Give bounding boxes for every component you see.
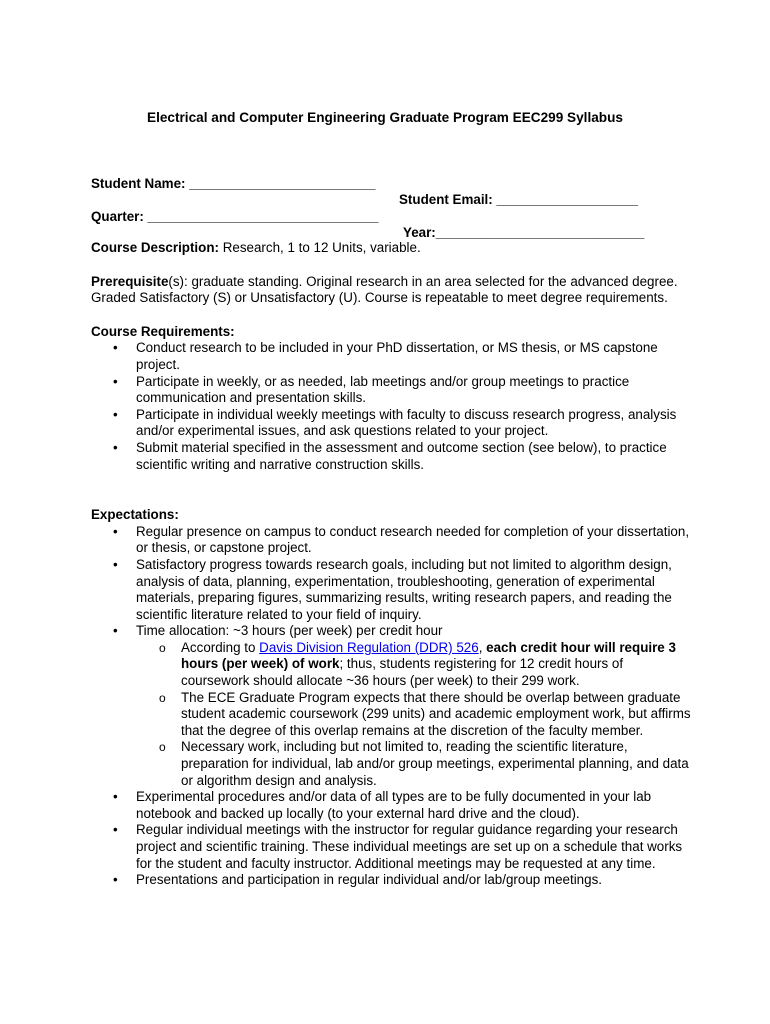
- student-email-field[interactable]: Student Email: ___________________: [399, 192, 638, 208]
- document-title: Electrical and Computer Engineering Graduate Program EEC299 Syllabus: [147, 110, 623, 125]
- course-description-label: Course Description:: [91, 240, 219, 255]
- prerequisite-label: Prerequisite: [91, 273, 169, 289]
- course-requirements-list: [91, 340, 691, 473]
- prerequisite: [91, 274, 691, 307]
- credit-hour-emphasis: each credit hour will require 3 hours (per week) of work: [181, 639, 676, 672]
- student-name-field[interactable]: Student Name: _________________________: [91, 175, 376, 191]
- ddr-526-link[interactable]: Davis Division Regulation (DDR) 526: [259, 639, 479, 655]
- sub-list-item: o The ECE Graduate Program expects that there should be overlap between graduate student academic coursework (299 units) and academic employment work, but affirms that the degree of this overlap remains at the discretion of the faculty member.: [136, 690, 691, 740]
- course-description-text: Research, 1 to 12 Units, variable.: [218, 240, 421, 255]
- syllabus-body: [91, 240, 691, 889]
- list-item: • Experimental procedures and/or data of all types are to be fully documented in your lab notebook and backed up locally (to your external hard drive and the cloud).: [91, 789, 691, 822]
- expectations-heading: Expectations:: [91, 507, 179, 523]
- list-item: • Satisfactory progress towards research goals, including but not limited to algorithm design, analysis of data, planning, experimentation, troubleshooting, generation of experimental materials, preparing figures, summarizing results, writing research papers, and reading the scientific literature related to your field of inquiry.: [91, 557, 691, 623]
- list-item: • Participate in weekly, or as needed, lab meetings and/or group meetings to practice communication and presentation skills.: [91, 374, 691, 407]
- list-item: • Presentations and participation in regular individual and/or lab/group meetings.: [91, 872, 691, 889]
- expectations-list: [91, 524, 691, 889]
- list-item: • Regular presence on campus to conduct research needed for completion of your dissertation, or thesis, or capstone project.: [91, 524, 691, 557]
- prerequisite-text: (s): graduate standing. Original research in an area selected for the advanced degree. Graded Satisfactory (S) or Unsatisfactory (U). Course is repeatable to meet degree requirements.: [91, 273, 678, 306]
- time-allocation-text: Time allocation: ~3 hours (per week) per credit hour: [136, 623, 443, 639]
- year-field[interactable]: Year:____________________________: [403, 225, 645, 241]
- sub-list-item: o According to Davis Division Regulation (DDR) 526, each credit hour will require 3 hours (per week) of work; thus, students registering for 12 credit hours of coursework should allocate ~36 hours (per week) to their 299 work.: [136, 640, 691, 690]
- list-item: • Submit material specified in the assessment and outcome section (see below), to practice scientific writing and narrative construction skills.: [91, 440, 691, 473]
- quarter-field[interactable]: Quarter: _______________________________: [91, 208, 379, 224]
- course-description: [91, 240, 691, 257]
- list-item: [91, 623, 691, 789]
- time-allocation-sublist: [136, 640, 691, 789]
- list-item: • Participate in individual weekly meetings with faculty to discuss research progress, analysis and/or experimental issues, and ask questions related to your project.: [91, 407, 691, 440]
- course-requirements-heading: Course Requirements:: [91, 323, 235, 339]
- list-item: • Conduct research to be included in your PhD dissertation, or MS thesis, or MS capstone project.: [91, 340, 691, 373]
- sub-list-item: o Necessary work, including but not limited to, reading the scientific literature, preparation for individual, lab and/or group meetings, experimental planning, and data or algorithm design and analysis.: [136, 739, 691, 789]
- list-item: • Regular individual meetings with the instructor for regular guidance regarding your research project and scientific training. These individual meetings are set up on a schedule that works for the student and faculty instructor. Additional meetings may be requested at any time.: [91, 822, 691, 872]
